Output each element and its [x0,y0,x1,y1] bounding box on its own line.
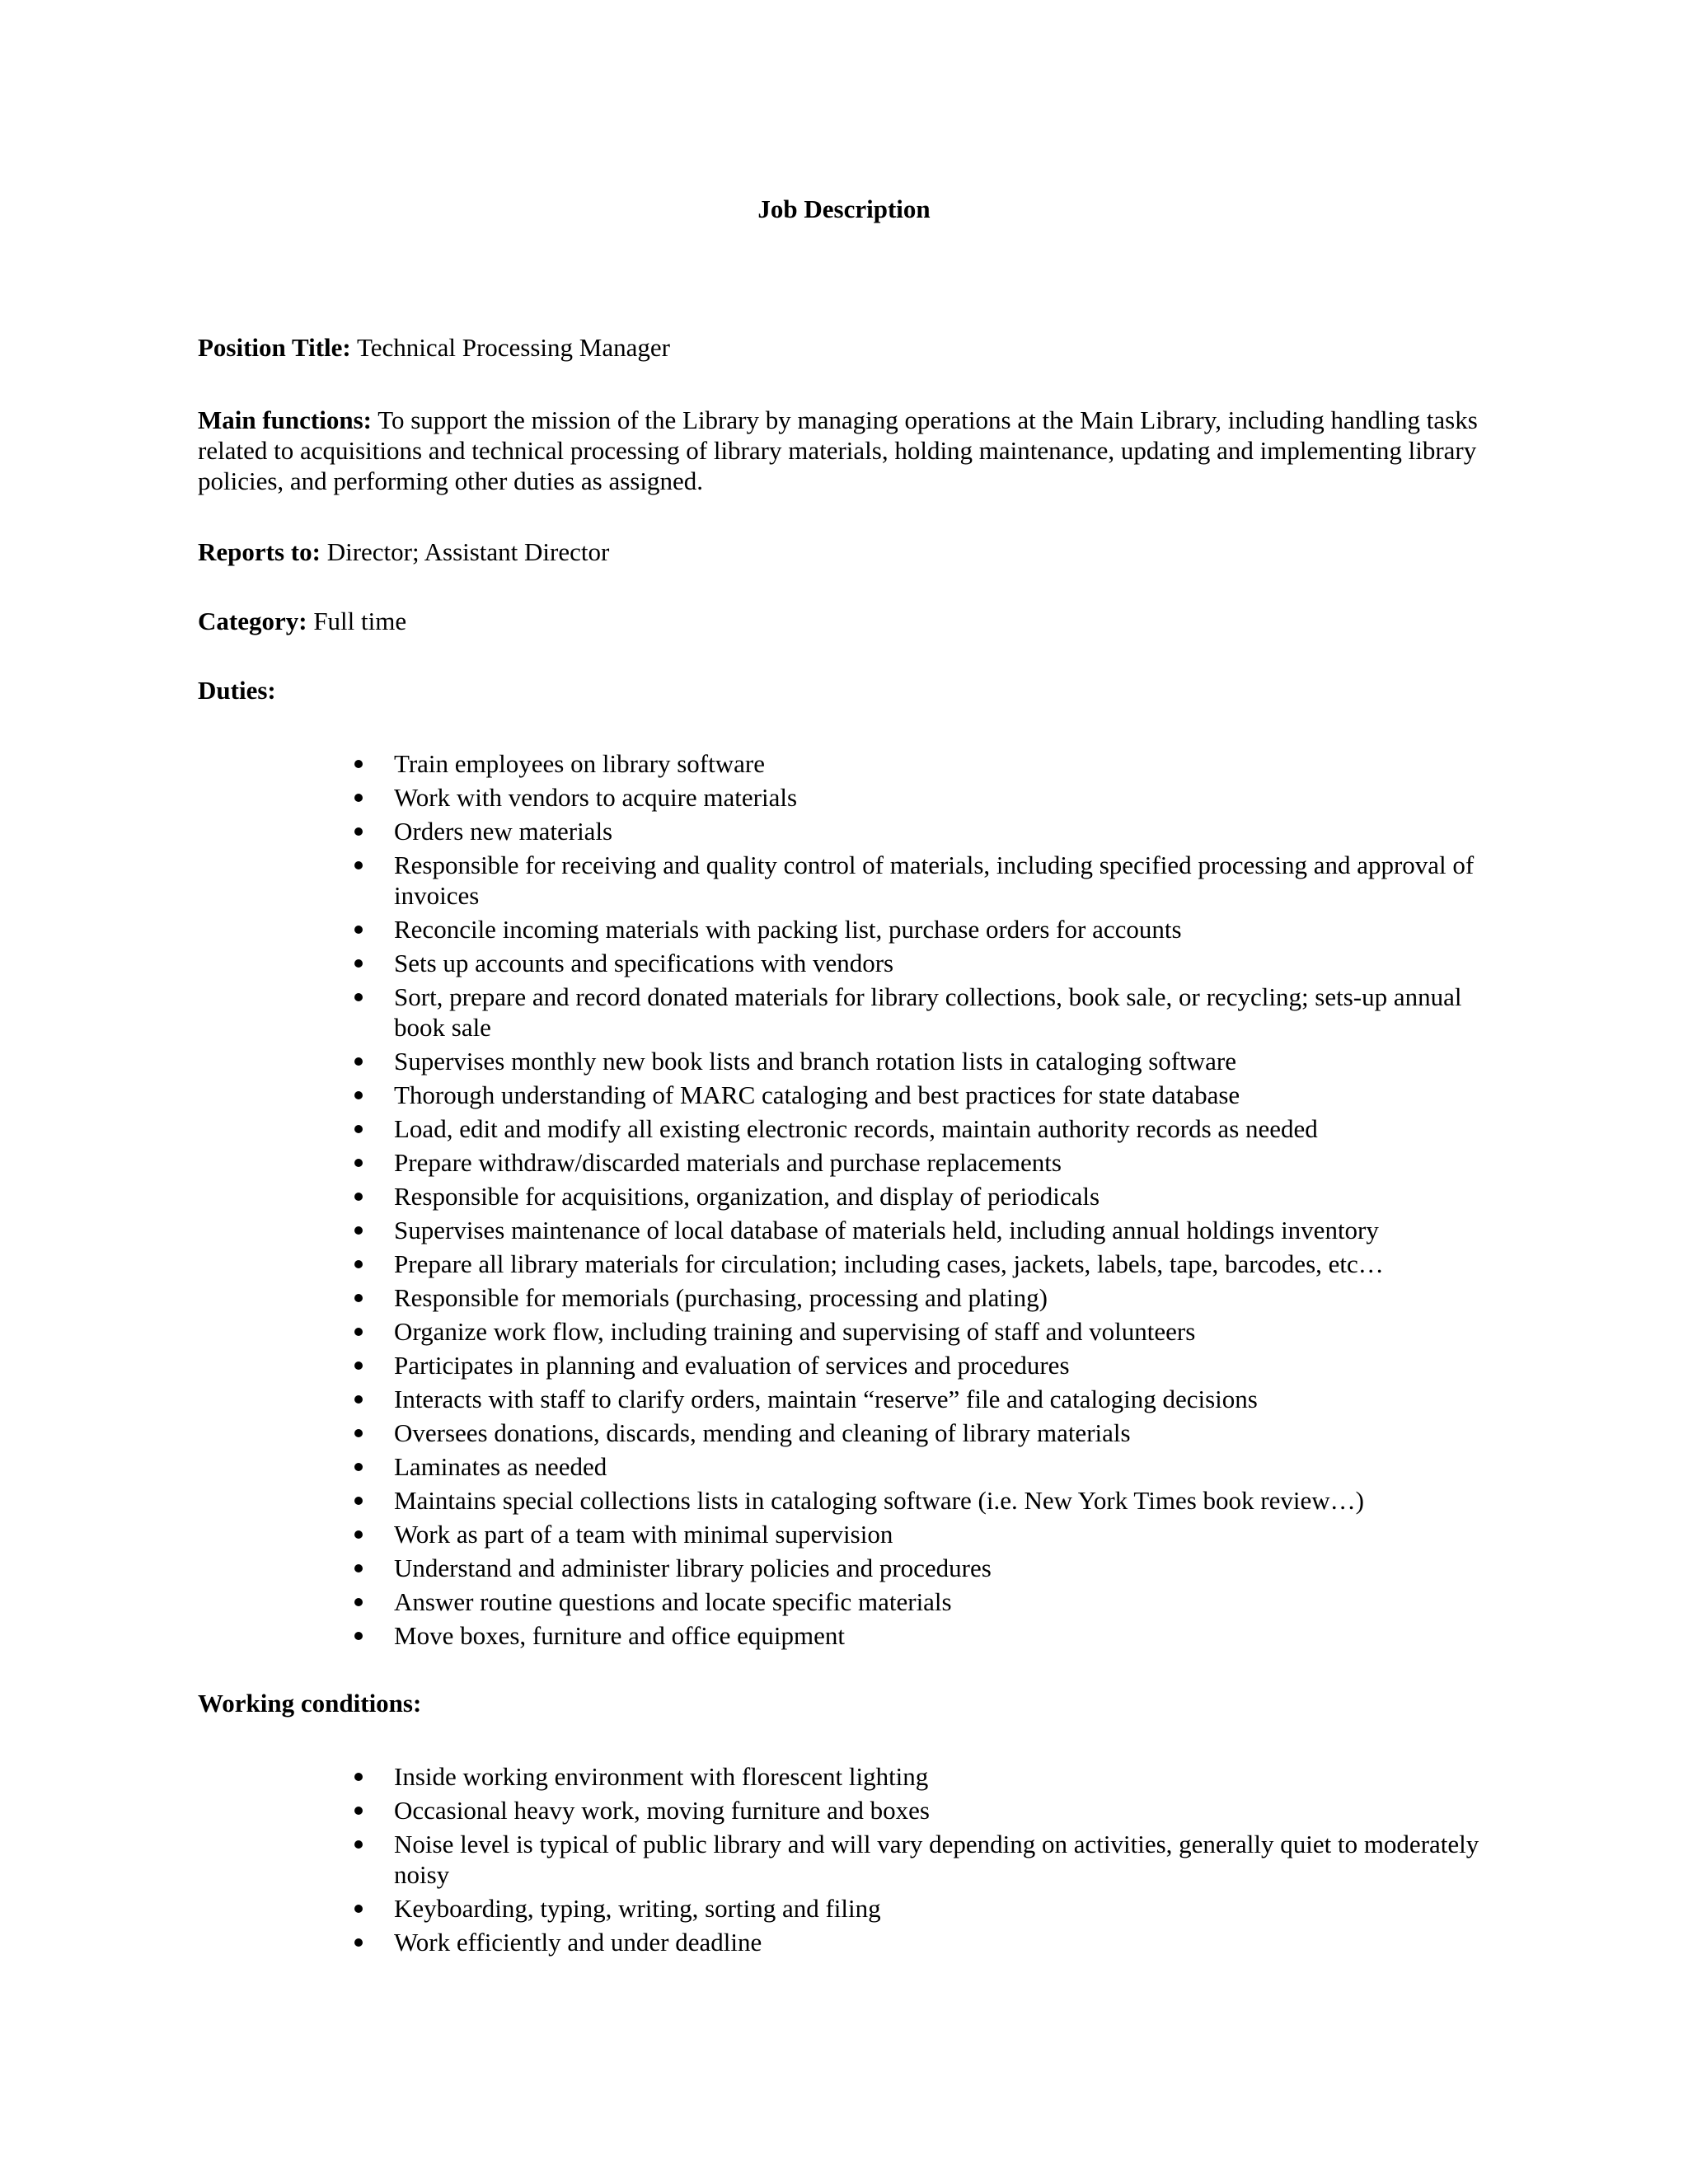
condition-item: Work efficiently and under deadline [394,1927,1490,1957]
bullet-icon [354,1632,363,1640]
bullet-icon [354,1193,363,1201]
duty-item: Participates in planning and evaluation of services and procedures [394,1350,1490,1380]
bullet-icon [354,1226,363,1235]
bullet-icon [354,1429,363,1437]
duty-item: Thorough understanding of MARC cataloging and best practices for state database [394,1080,1490,1110]
bullet-icon [354,1159,363,1167]
duty-item: Prepare all library materials for circulation; including cases, jackets, labels, tape, barcodes, etc… [394,1249,1490,1279]
duty-item: Laminates as needed [394,1451,1490,1482]
bullet-icon [354,1938,363,1947]
duty-item: Train employees on library software [394,748,1490,779]
duty-item: Supervises maintenance of local database of materials held, including annual holdings inventory [394,1215,1490,1245]
bullet-icon [354,1905,363,1913]
bullet-icon [354,1497,363,1505]
bullet-icon [354,1091,363,1099]
bullet-icon [354,1395,363,1404]
category-label: Category: [198,607,307,635]
duty-item: Move boxes, furniture and office equipment [394,1620,1490,1651]
working-conditions-heading [198,1688,1484,1718]
bullet-icon [354,959,363,968]
main-functions-label: Main functions: [198,405,372,434]
duty-item: Answer routine questions and locate specific materials [394,1586,1490,1617]
bullet-icon [354,1840,363,1849]
bullet-icon [354,1463,363,1471]
duty-item: Understand and administer library policies and procedures [394,1553,1490,1583]
bullet-icon [354,1260,363,1268]
duty-item: Organize work flow, including training and supervising of staff and volunteers [394,1316,1490,1347]
duty-item: Work as part of a team with minimal supervision [394,1519,1490,1549]
bullet-icon [354,1057,363,1066]
bullet-icon [354,926,363,934]
bullet-icon [354,1598,363,1606]
duty-item: Responsible for receiving and quality control of materials, including specified processing and approval of invoices [394,850,1490,911]
duty-item: Maintains special collections lists in cataloging software (i.e. New York Times book review…) [394,1485,1490,1516]
condition-item: Noise level is typical of public library and will vary depending on activities, generally quiet to moderately noisy [394,1829,1490,1890]
duties-label: Duties: [198,676,276,705]
duty-item: Interacts with staff to clarify orders, maintain “reserve” file and cataloging decisions [394,1384,1490,1414]
bullet-icon [354,1125,363,1133]
bullet-icon [354,827,363,836]
bullet-icon [354,1773,363,1781]
reports-to-value: Director; Assistant Director [326,537,610,566]
duty-item: Reconcile incoming materials with packing list, purchase orders for accounts [394,914,1490,944]
reports-to-line [198,537,1484,567]
duty-item: Sort, prepare and record donated materials for library collections, book sale, or recycling; sets-up annual book sale [394,982,1490,1043]
main-functions-paragraph [198,405,1484,496]
working-conditions-list [394,1761,1490,1961]
duty-item: Prepare withdraw/discarded materials and purchase replacements [394,1147,1490,1178]
category-line [198,606,1484,636]
duties-heading [198,675,1484,705]
position-title-value: Technical Processing Manager [356,333,670,362]
condition-item: Keyboarding, typing, writing, sorting and filing [394,1893,1490,1924]
bullet-icon [354,993,363,1001]
main-functions-value: To support the mission of the Library by managing operations at the Main Library, including handling tasks related to acquisitions and technical processing of library materials, holding maintenance, updating and implementing library policies, and performing other duties as assigned. [198,405,1478,495]
duty-item: Sets up accounts and specifications with vendors [394,948,1490,978]
bullet-icon [354,1294,363,1302]
bullet-icon [354,760,363,768]
duty-item: Work with vendors to acquire materials [394,782,1490,813]
working-conditions-label: Working conditions: [198,1689,422,1718]
duty-item: Orders new materials [394,816,1490,846]
duty-item: Load, edit and modify all existing electronic records, maintain authority records as needed [394,1113,1490,1144]
condition-item: Occasional heavy work, moving furniture and boxes [394,1795,1490,1825]
duty-item: Oversees donations, discards, mending and cleaning of library materials [394,1418,1490,1448]
duty-item: Supervises monthly new book lists and branch rotation lists in cataloging software [394,1046,1490,1076]
reports-to-label: Reports to: [198,537,321,566]
document-title: Job Description [757,194,931,223]
bullet-icon [354,1328,363,1336]
duty-item: Responsible for acquisitions, organization, and display of periodicals [394,1181,1490,1212]
bullet-icon [354,794,363,802]
position-title-label: Position Title: [198,333,351,362]
duty-item: Responsible for memorials (purchasing, processing and plating) [394,1282,1490,1313]
position-title-line [198,332,1484,363]
category-value: Full time [313,607,407,635]
duties-list [394,748,1490,1654]
bullet-icon [354,1807,363,1815]
condition-item: Inside working environment with florescent lighting [394,1761,1490,1792]
bullet-icon [354,1564,363,1572]
bullet-icon [354,1361,363,1370]
bullet-icon [354,1530,363,1539]
bullet-icon [354,861,363,869]
